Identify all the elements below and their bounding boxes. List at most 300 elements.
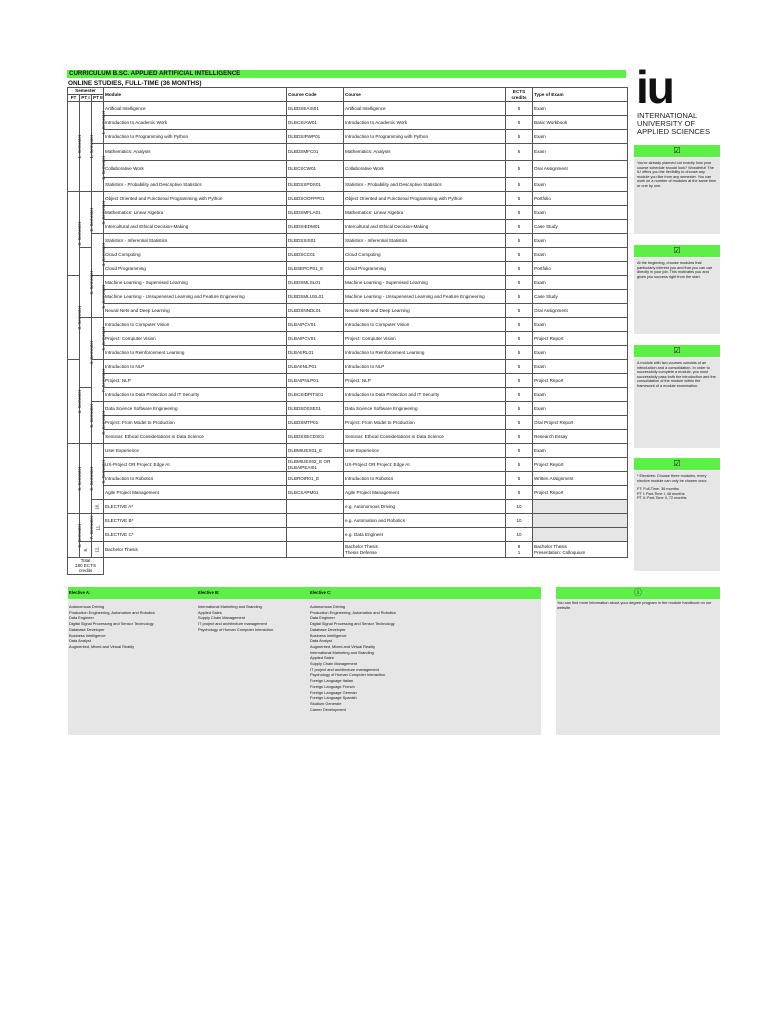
ects-cell-text: 5 xyxy=(517,237,521,243)
course-cell xyxy=(344,388,506,402)
ects-cell xyxy=(506,458,533,472)
course-code-cell-text: DLBDSDSSE01 xyxy=(288,405,321,411)
course-code-cell-text: DLBAIINLP01 xyxy=(288,363,317,369)
course-cell xyxy=(344,102,506,116)
course-cell xyxy=(344,430,506,444)
pt2-semester-text: 5. Semester xyxy=(101,284,107,309)
elective-c-item: Career Development xyxy=(310,706,346,712)
pt2-semester-text: 7. Semester xyxy=(101,368,107,393)
ects-cell xyxy=(506,102,533,116)
exam-cell-text: Exam xyxy=(534,209,546,215)
pt2-semester-text: 9. Semester xyxy=(101,459,107,484)
course-code-cell xyxy=(287,374,344,388)
exam-cell-text: Project Report xyxy=(534,335,564,341)
exam-cell-text: Research Essay xyxy=(534,433,568,439)
ects-cell-text: 5 xyxy=(517,133,521,139)
pt2-semester-text: 2. Semester xyxy=(101,155,107,180)
module-cell-text: Bachelor Thesis xyxy=(105,546,138,552)
module-cell-text: Statistics - Probability and Descriptive Statistics xyxy=(105,181,202,187)
course-code-cell-text: DLBDSMFC01 xyxy=(288,149,319,155)
course-code-cell-text: DLBAIPNLP01 xyxy=(288,377,319,383)
table-row xyxy=(68,472,628,486)
ects-cell-text: 9 xyxy=(517,544,521,550)
course-code-cell xyxy=(287,144,344,161)
module-cell xyxy=(104,192,287,206)
course-cell-text: User Experience xyxy=(345,447,379,453)
course-code-cell-text: DLBAIPCV01 xyxy=(288,335,316,341)
exam-cell-text: Exam xyxy=(534,363,546,369)
pt2-semester-text: 3. Semester xyxy=(101,200,107,225)
logo-line-3: APPLIED SCIENCES xyxy=(637,127,711,136)
course-code-cell xyxy=(287,161,344,178)
ects-cell-text: 10 xyxy=(516,503,522,509)
total-label: Total xyxy=(80,558,91,563)
elective-b-title: Elective B: xyxy=(198,590,220,595)
pt1-semester-text: 4. Semester xyxy=(89,340,95,365)
ects-cell xyxy=(506,248,533,262)
ects-cell xyxy=(506,514,533,528)
course-code-cell xyxy=(287,500,344,514)
ects-cell-text-2: 1 xyxy=(517,549,521,555)
course-cell-text: Collaborative Work xyxy=(345,166,384,172)
module-cell-text: Project: Computer Vision xyxy=(105,335,156,341)
module-cell-text: User Experience xyxy=(105,447,139,453)
course-cell-text: Mathematics: Analysis xyxy=(345,149,391,155)
module-cell-text: UX-Project OR Project: Edge AI xyxy=(105,461,170,467)
module-cell-text: Cloud Programming xyxy=(105,265,146,271)
course-cell-text: Machine Learning - Unsupervised Learning and Feature Engineering xyxy=(345,293,485,299)
ects-cell-text: 5 xyxy=(517,349,521,355)
module-cell xyxy=(104,374,287,388)
module-cell xyxy=(104,220,287,234)
ects-cell xyxy=(506,304,533,318)
course-cell xyxy=(344,276,506,290)
elective-c-item: Foreign Language French xyxy=(310,683,355,689)
course-cell xyxy=(344,528,506,542)
module-cell-text: Cloud Computing xyxy=(105,251,141,257)
note-2-header xyxy=(634,245,720,257)
ects-cell-text: 5 xyxy=(517,223,521,229)
total-value: 180 ECTS credits xyxy=(74,563,97,574)
module-cell-text: ELECTIVE A* xyxy=(105,503,134,509)
ft-semester-label xyxy=(68,192,83,276)
curriculum-table xyxy=(67,87,627,574)
module-cell-text: Introduction to Computer Vision xyxy=(105,321,170,327)
pt2-semester-label xyxy=(92,234,107,276)
exam-cell xyxy=(533,430,628,444)
module-cell xyxy=(104,346,287,360)
note-1-header xyxy=(634,145,720,157)
table-row xyxy=(68,486,628,500)
ft-semester-text: 1. Semester xyxy=(77,134,83,159)
module-cell xyxy=(104,360,287,374)
course-cell-text: Introduction to Academic Work xyxy=(345,119,408,125)
ects-cell-text: 5 xyxy=(517,195,521,201)
course-cell-text: Introduction to NLP xyxy=(345,363,385,369)
elective-b-list xyxy=(198,604,306,633)
course-code-cell-text: DLBDSSIS01 xyxy=(288,237,316,243)
course-code-cell xyxy=(287,178,344,192)
exam-cell xyxy=(533,388,628,402)
course-cell xyxy=(344,444,506,458)
elective-c-item: Augmented, Mixed and Virtual Reality xyxy=(310,643,376,649)
course-cell-text: e.g. Autonomous Driving xyxy=(345,503,396,509)
module-cell-text: Introduction to Reinforcement Learning xyxy=(105,349,185,355)
elective-c-item: Psychology of Human Computer Interaction xyxy=(310,672,386,678)
table-row xyxy=(68,220,628,234)
table-row xyxy=(68,346,628,360)
table-row xyxy=(68,388,628,402)
exam-cell-text: Exam xyxy=(534,391,546,397)
exam-cell xyxy=(533,290,628,304)
ects-cell-text: 5 xyxy=(517,149,521,155)
course-code-cell-text: DLBDSCC01 xyxy=(288,251,316,257)
ects-cell-text: 5 xyxy=(517,447,521,453)
exam-cell-text: Basic Workbook xyxy=(534,119,568,125)
module-cell-text: ELECTIVE B* xyxy=(105,517,134,523)
course-cell-text: Agile Project Management xyxy=(345,489,399,495)
module-cell-text: Introduction to Programming with Python xyxy=(105,133,188,139)
module-cell-text: Introduction to NLP xyxy=(105,363,145,369)
module-cell-text: Seminar: Ethical Considerations in Data Science xyxy=(105,433,204,439)
ects-cell-text: 5 xyxy=(517,405,521,411)
table-row xyxy=(68,332,628,346)
course-code-cell xyxy=(287,360,344,374)
module-cell-text: Object Oriented and Functional Programming with Python xyxy=(105,195,223,201)
ects-cell-text: 10 xyxy=(516,531,522,537)
exam-cell xyxy=(533,416,628,430)
exam-cell xyxy=(533,206,628,220)
elective-c-item: Digital Signal Processing and Sensor Technology xyxy=(310,621,395,627)
exam-cell-text: Exam xyxy=(534,251,546,257)
exam-cell-text: Case Study xyxy=(534,293,558,299)
module-cell xyxy=(104,332,287,346)
course-cell-text: Bachelor Thesis xyxy=(345,544,378,550)
total-spacer xyxy=(104,558,628,575)
course-cell-text: Machine Learning - Supervised Learning xyxy=(345,279,428,285)
note-1-text: You're already planned out exactly how your course schedule should look? Wonderful! The IU offers you the flexibility to choose any module you like from any semester. You can work on a number of modules at the same time or one by one. xyxy=(637,161,717,188)
elective-a-item: Digital Signal Processing and Sensor Technology xyxy=(69,621,154,627)
elective-c-item: Applied Sales xyxy=(310,655,334,661)
note-4-line-3: PT II: Part-Time II, 72 months xyxy=(637,496,687,501)
course-cell xyxy=(344,514,506,528)
iu-logo: iu xyxy=(636,61,673,113)
module-cell xyxy=(104,290,287,304)
module-cell xyxy=(104,472,287,486)
elective-c-item: Foreign Language German xyxy=(310,689,357,695)
course-cell-text: Cloud Programming xyxy=(345,265,386,271)
exam-cell-text: Exam xyxy=(534,321,546,327)
ft-semester-label xyxy=(68,360,83,444)
table-row xyxy=(68,514,628,528)
exam-cell-text: Project Report xyxy=(534,489,564,495)
course-code-cell xyxy=(287,416,344,430)
module-header: Module xyxy=(104,88,287,102)
exam-header: Type of Exam xyxy=(533,88,628,102)
ects-cell-text: 5 xyxy=(517,461,521,467)
table-row xyxy=(68,161,628,178)
course-cell-text: Introduction to Data Protection and IT Security xyxy=(345,391,440,397)
course-code-cell-text: DLBROIR01_E xyxy=(288,475,320,481)
pt2-header: PT II xyxy=(93,95,103,101)
table-row xyxy=(68,360,628,374)
exam-cell xyxy=(533,360,628,374)
course-code-cell xyxy=(287,304,344,318)
table-row xyxy=(68,402,628,416)
exam-cell xyxy=(533,318,628,332)
ects-cell xyxy=(506,402,533,416)
ects-cell xyxy=(506,290,533,304)
elective-b-item: Applied Sales xyxy=(198,609,222,615)
elective-c-item: Studium Generale xyxy=(310,700,342,706)
course-code-cell-text: DLBDSMLSL01 xyxy=(288,279,321,285)
exam-cell xyxy=(533,262,628,276)
course-cell xyxy=(344,144,506,161)
course-code-cell xyxy=(287,402,344,416)
course-cell-text: Project: Computer Vision xyxy=(345,335,396,341)
table-row xyxy=(68,102,628,116)
exam-cell xyxy=(533,500,628,514)
ects-cell-text: 5 xyxy=(517,181,521,187)
course-cell-text: e.g. Automation and Robotics xyxy=(345,517,406,523)
ects-cell xyxy=(506,542,533,558)
course-code-cell xyxy=(287,234,344,248)
course-cell xyxy=(344,360,506,374)
exam-cell-text: Portfolio xyxy=(534,265,551,271)
ects-cell xyxy=(506,262,533,276)
module-cell-text: Neural Nets and Deep Learning xyxy=(105,307,170,313)
exam-cell-text: Oral Project Report xyxy=(534,419,574,425)
exam-cell xyxy=(533,528,628,542)
course-cell-text: Introduction to Reinforcement Learning xyxy=(345,349,425,355)
module-cell-text: Machine Learning - Supervised Learning xyxy=(105,279,188,285)
ects-cell xyxy=(506,388,533,402)
exam-cell xyxy=(533,130,628,144)
exam-cell-text: Exam xyxy=(534,405,546,411)
course-cell-text: Data Science Software Engineering xyxy=(345,405,418,411)
ects-cell xyxy=(506,528,533,542)
course-code-cell xyxy=(287,430,344,444)
ects-cell xyxy=(506,472,533,486)
exam-cell xyxy=(533,144,628,161)
exam-cell xyxy=(533,472,628,486)
ects-cell-text: 5 xyxy=(517,377,521,383)
course-cell-text: Statistics - Probability and Descriptive Statistics xyxy=(345,181,442,187)
module-cell-text: Collaborative Work xyxy=(105,166,144,172)
ects-header: ECTS credits xyxy=(506,88,533,102)
pt1-semester-text: 2. Semester xyxy=(89,207,95,232)
course-cell xyxy=(344,332,506,346)
course-cell-text: Introduction to Programming with Python xyxy=(345,133,428,139)
ects-cell xyxy=(506,144,533,161)
ects-cell-text: 5 xyxy=(517,335,521,341)
ects-cell-text: 5 xyxy=(517,265,521,271)
exam-cell-text: Project Report xyxy=(534,377,564,383)
course-code-cell-text: DLBMIUEX01_E xyxy=(288,447,323,453)
ects-cell-text: 5 xyxy=(517,321,521,327)
table-row xyxy=(68,276,628,290)
ects-cell-text: 5 xyxy=(517,251,521,257)
module-cell-text: ELECTIVE C* xyxy=(105,531,134,537)
course-cell xyxy=(344,500,506,514)
module-cell xyxy=(104,262,287,276)
course-cell-text: Artificial Intelligence xyxy=(345,105,386,111)
ects-cell-text: 10 xyxy=(516,517,522,523)
module-cell xyxy=(104,130,287,144)
course-code-cell-text: DLBCSIDPITS01 xyxy=(288,391,324,397)
module-cell xyxy=(104,458,287,472)
table-row xyxy=(68,144,628,161)
exam-cell xyxy=(533,458,628,472)
ects-cell-text: 5 xyxy=(517,433,521,439)
course-code-cell-text: DLBSEPCP01_E xyxy=(288,265,324,271)
pt1-semester-text: 6. Semester xyxy=(89,466,95,491)
course-code-cell xyxy=(287,206,344,220)
pt2-semester-label xyxy=(92,500,104,514)
course-code-cell-text: DLBDSIPWP01 xyxy=(288,133,321,139)
logo-line-1: INTERNATIONAL xyxy=(637,111,698,120)
pt1-semester-text: 1. Semester xyxy=(89,134,95,159)
course-code-cell-text: DLBCSIAW01 xyxy=(288,119,317,125)
module-cell xyxy=(104,542,287,558)
module-cell-text: Intercultural and Ethical Decision-Making xyxy=(105,223,189,229)
course-cell xyxy=(344,220,506,234)
exam-cell xyxy=(533,161,628,178)
pt2-semester-text: 4. Semester xyxy=(101,242,107,267)
exam-cell xyxy=(533,102,628,116)
course-cell xyxy=(344,178,506,192)
module-cell-text: Statistics - Inferential Statistics xyxy=(105,237,168,243)
course-cell xyxy=(344,206,506,220)
elective-a-list xyxy=(69,604,194,650)
elective-a-item: Autonomous Driving xyxy=(69,604,105,609)
curriculum-subtitle: ONLINE STUDIES, FULL-TIME (36 MONTHS) xyxy=(68,80,202,87)
pt1-semester-text: 5. Semester xyxy=(89,403,95,428)
course-code-cell-text: DLBDSMLUSL01 xyxy=(288,293,324,299)
exam-cell xyxy=(533,304,628,318)
elective-a-item: Data Engineer xyxy=(69,615,94,621)
elective-c-list xyxy=(310,604,430,712)
exam-cell xyxy=(533,514,628,528)
course-code-cell-text: DLBAIIRL01 xyxy=(288,349,314,355)
module-cell xyxy=(104,276,287,290)
ft-semester-label xyxy=(68,102,83,192)
note-4 xyxy=(634,471,720,571)
curriculum-title: CURRICULUM B.SC. APPLIED ARTIFICIAL INTELLIGENCE xyxy=(67,70,626,78)
elective-a-item: Data Analyst xyxy=(69,638,91,644)
calendar-icon: ☑ xyxy=(673,146,681,155)
info-header xyxy=(556,587,720,599)
table-row xyxy=(68,192,628,206)
course-code-cell-text: DLBAIPCV01 xyxy=(288,321,316,327)
table-row xyxy=(68,542,628,558)
note-4-line-1: FT: Full-Time, 36 months xyxy=(637,487,679,492)
elective-c-item: Production Engineering, Automation and Robotics xyxy=(310,609,396,615)
course-code-cell xyxy=(287,346,344,360)
note-4-header xyxy=(634,458,720,470)
ects-cell xyxy=(506,206,533,220)
module-cell xyxy=(104,388,287,402)
module-cell xyxy=(104,486,287,500)
course-cell xyxy=(344,318,506,332)
table-row xyxy=(68,500,628,514)
exam-cell-text: Exam xyxy=(534,447,546,453)
ects-cell-text: 5 xyxy=(517,489,521,495)
exam-cell-text: Oral Assignment xyxy=(534,166,568,172)
elective-a-item: Production Engineering, Automation and Robotics xyxy=(69,609,155,615)
ects-cell-text: 5 xyxy=(517,391,521,397)
module-cell xyxy=(104,178,287,192)
course-code-cell xyxy=(287,220,344,234)
exam-cell-text: Exam xyxy=(534,181,546,187)
course-code-cell xyxy=(287,332,344,346)
course-cell xyxy=(344,416,506,430)
ft-semester-label xyxy=(68,276,83,360)
course-cell xyxy=(344,472,506,486)
note-4-text: * Electives: Choose three modules, every elective module can only be chosen once. xyxy=(637,474,708,483)
elective-a-title: Elective A: xyxy=(69,590,91,595)
exam-cell xyxy=(533,178,628,192)
table-row xyxy=(68,458,628,472)
course-code-cell-text: DLBDSEAIS01 xyxy=(288,105,319,111)
ft-header: FT xyxy=(68,95,80,102)
module-cell xyxy=(104,102,287,116)
table-row xyxy=(68,318,628,332)
course-cell-text: Introduction to Computer Vision xyxy=(345,321,410,327)
course-code-cell-text: DLBDSMTP01 xyxy=(288,419,319,425)
exam-cell-text: Project Report xyxy=(534,461,564,467)
course-code-cell-text: DLBDSSPDS01 xyxy=(288,181,321,187)
ects-cell-text: 5 xyxy=(517,166,521,172)
calendar-icon: ☑ xyxy=(673,346,681,355)
total-row xyxy=(68,558,628,575)
course-code-cell xyxy=(287,116,344,130)
table-row xyxy=(68,304,628,318)
course-code-cell-text: DLBDSNNDL01 xyxy=(288,307,321,313)
table-row xyxy=(68,528,628,542)
elective-c-item: International Marketing and Branding xyxy=(310,649,374,655)
pt1-semester-text: 7. Semester xyxy=(89,515,95,540)
course-code-cell xyxy=(287,130,344,144)
table-row xyxy=(68,444,628,458)
ects-cell xyxy=(506,430,533,444)
exam-cell xyxy=(533,234,628,248)
table-row xyxy=(68,178,628,192)
ft-semester-text: 3. Semester xyxy=(77,305,83,330)
exam-cell xyxy=(533,402,628,416)
course-cell-text: Statistics - Inferential Statistics xyxy=(345,237,408,243)
ects-cell xyxy=(506,374,533,388)
module-cell-text: Mathematics: Analysis xyxy=(105,149,151,155)
ft-semester-label xyxy=(68,444,83,514)
ects-cell xyxy=(506,346,533,360)
ects-cell xyxy=(506,220,533,234)
course-cell xyxy=(344,304,506,318)
elective-c-item: IT project and architecture management xyxy=(310,666,379,672)
module-cell xyxy=(104,402,287,416)
elective-b-item: IT project and architecture management xyxy=(198,621,267,627)
ects-cell xyxy=(506,234,533,248)
course-cell-text: Cloud Computing xyxy=(345,251,381,257)
course-code-cell xyxy=(287,248,344,262)
note-2 xyxy=(634,258,720,334)
course-code-cell xyxy=(287,528,344,542)
info-text: You can find more information about your degree program in the module handbook on our website. xyxy=(557,600,712,610)
elective-c-item: Database Developer xyxy=(310,626,346,632)
table-row xyxy=(68,234,628,248)
course-cell-text: Project: From Model to Production xyxy=(345,419,415,425)
ects-cell-text: 5 xyxy=(517,307,521,313)
